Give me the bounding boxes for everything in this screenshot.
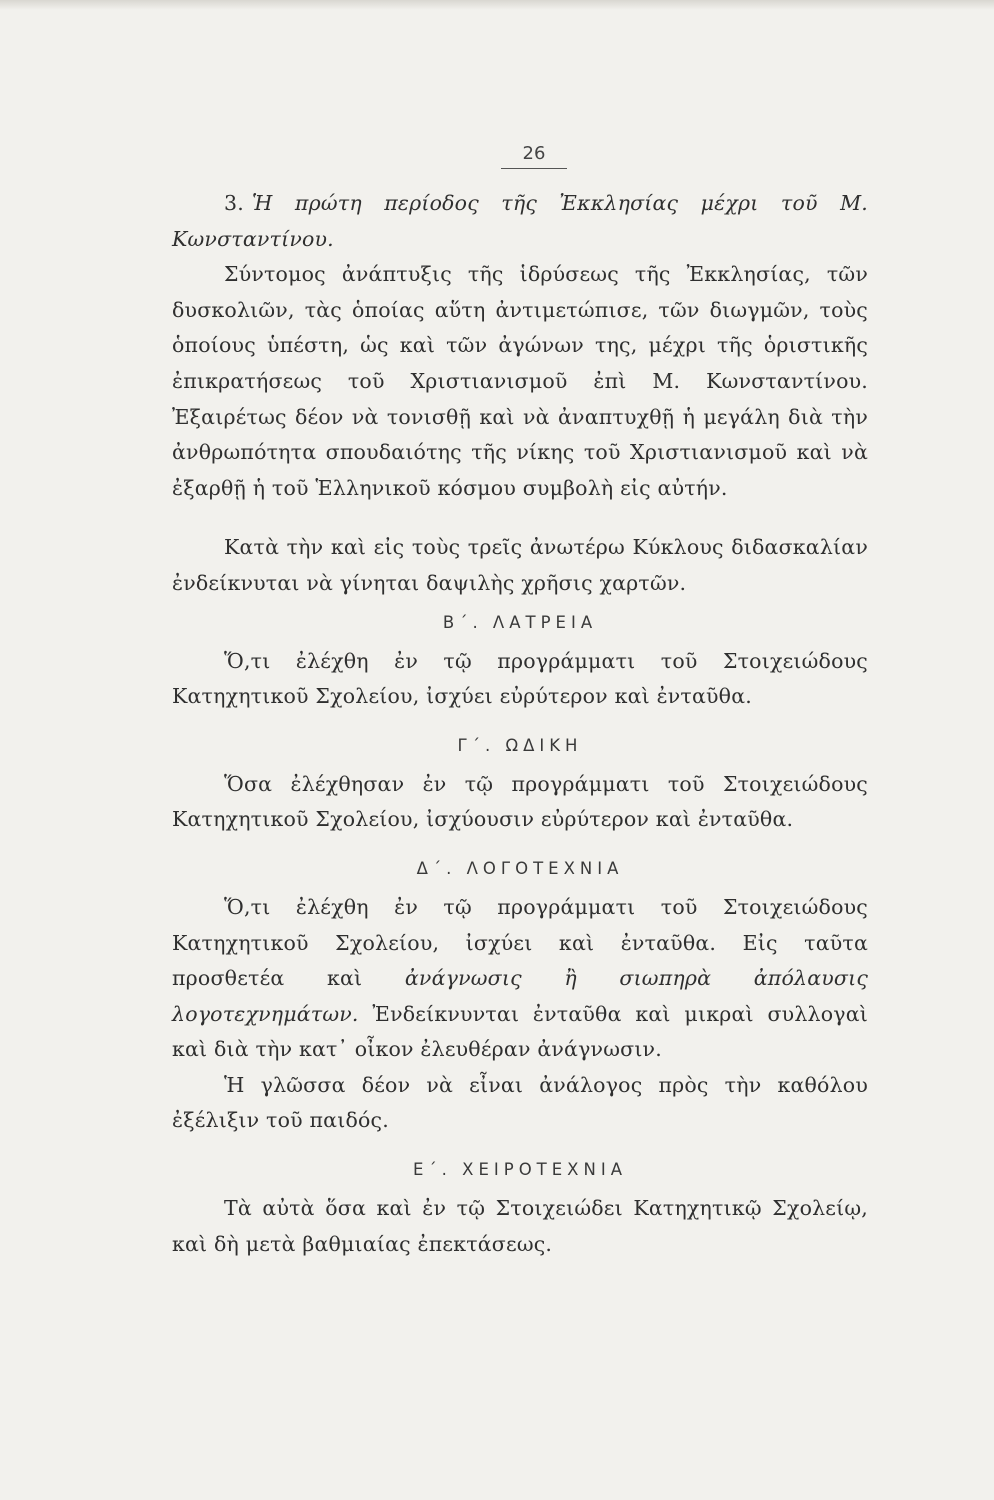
spacer bbox=[172, 506, 868, 530]
logotechnia-paragraph-2: Ἡ γλῶσσα δέον νὰ εἶναι ἀνάλογος πρὸς τὴν καθόλου ἐξέλιξιν τοῦ παιδός. bbox=[172, 1072, 868, 1133]
heading-odiki: Γ΄. ΩΔΙΚΗ bbox=[457, 735, 583, 755]
section-3-number: 3. bbox=[224, 191, 244, 215]
section-3-title-text: Ἡ πρώτη περίοδος τῆς Ἐκκλησίας μέχρι τοῦ Μ. Κωνσταντίνου. bbox=[172, 191, 868, 251]
logotechnia-paragraph bbox=[172, 890, 868, 1068]
page-content bbox=[172, 186, 868, 1262]
heading-cheirotechnia: Ε΄. ΧΕΙΡΟΤΕΧΝΙΑ bbox=[412, 1160, 627, 1180]
section-3-paragraph: Σύντομος ἀνάπτυξις τῆς ἱδρύσεως τῆς Ἐκκλησίας, τῶν δυσκολιῶν, τὰς ὁποίας αὕτη ἀντιμετώπισε, τῶν διωγμῶν, τοὺς ὁποίους ὑπέστη, ὡς καὶ τῶν ἀγώνων της, μέχρι τῆς ὁριστικῆς ἐπικρατήσεως τοῦ Χριστιανισμοῦ ἐπὶ Μ. Κωνσταντίνου. Ἐξαιρέτως δέον νὰ τονισθῇ καὶ νὰ ἀναπτυχθῇ ἡ μεγάλη διὰ τὴν ἀνθρωπότητα σπουδαιότης τῆς νίκης τοῦ Χριστιανισμοῦ καὶ νὰ ἐξαρθῇ ἡ τοῦ Ἑλληνικοῦ κόσμου συμβολὴ εἰς αὐτήν. bbox=[172, 262, 868, 500]
odiki-paragraph: Ὅσα ἐλέχθησαν ἐν τῷ προγράμματι τοῦ Στοιχειώδους Κατηχητικοῦ Σχολείου, ἰσχύουσιν εὐρύτερον καὶ ἐνταῦθα. bbox=[172, 771, 868, 832]
section-3-title bbox=[172, 186, 868, 257]
latreia-paragraph: Ὅ,τι ἐλέχθη ἐν τῷ προγράμματι τοῦ Στοιχειώδους Κατηχητικοῦ Σχολείου, ἰσχύει εὐρύτερον καὶ ἐνταῦθα. bbox=[172, 648, 868, 709]
spacer bbox=[172, 838, 868, 848]
maps-note-paragraph: Κατὰ τὴν καὶ εἰς τοὺς τρεῖς ἀνωτέρω Κύκλους διδασκαλίαν ἐνδείκνυται νὰ γίνηται δαψιλὴς χρῆσις χαρτῶν. bbox=[172, 535, 868, 595]
logotechnia-text-before: Ὅ,τι ἐλέχθη ἐν τῷ προγράμματι τοῦ Στοιχειώδους Κατηχητικοῦ Σχολείου, ἰσχύει καὶ ἐνταῦθα. Εἰς ταῦτα προσθετέα καὶ bbox=[172, 894, 868, 991]
heading-logotechnia: Δ΄. ΛΟΓΟΤΕΧΝΙΑ bbox=[416, 858, 624, 878]
spacer bbox=[172, 715, 868, 725]
cheirotechnia-paragraph: Τὰ αὐτὰ ὅσα καὶ ἐν τῷ Στοιχειώδει Κατηχητικῷ Σχολείῳ, καὶ δὴ μετὰ βαθμιαίας ἐπεκτάσεως. bbox=[172, 1196, 868, 1256]
logotechnia-emphasis: ἀνάγνωσις ἢ σιωπηρὰ ἀπόλαυσις λογοτεχνημάτων. bbox=[172, 966, 869, 1026]
page-number: 26 bbox=[501, 142, 567, 169]
spacer bbox=[172, 1139, 868, 1149]
logotechnia-text-after: Ἐνδείκνυνται ἐνταῦθα καὶ μικραὶ συλλογαὶ καὶ διὰ τὴν κατ᾽ οἶκον ἐλευθέραν ἀνάγνωσιν. bbox=[172, 1001, 869, 1062]
heading-latreia: Β΄. ΛΑΤΡΕΙΑ bbox=[442, 612, 598, 632]
